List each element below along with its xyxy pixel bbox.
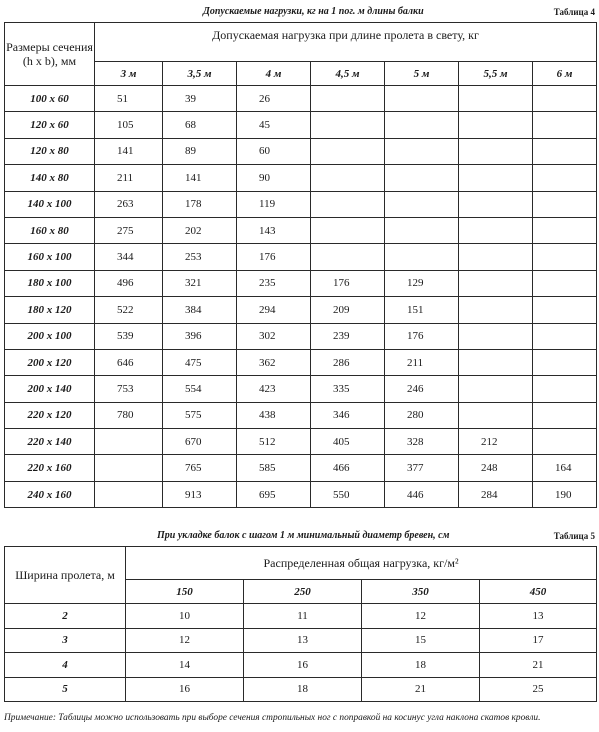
- load-value-cell: [533, 138, 597, 164]
- diameter-value-cell: 13: [244, 628, 362, 653]
- load-value-cell: 211: [385, 349, 459, 375]
- load-value-cell: 68: [163, 112, 237, 138]
- load-value-cell: [385, 112, 459, 138]
- table-row: [5, 677, 597, 702]
- load-value-cell: 211: [95, 165, 163, 191]
- load-value-cell: 753: [95, 376, 163, 402]
- diameter-value-cell: 16: [126, 677, 244, 702]
- load-value-cell: 695: [237, 481, 311, 507]
- load-value-cell: 105: [95, 112, 163, 138]
- diameter-value-cell: 10: [126, 604, 244, 629]
- load-value-cell: 51: [95, 86, 163, 112]
- table-row: [5, 481, 597, 507]
- span-header-cell: 5 м: [385, 62, 459, 86]
- load-value-cell: 248: [459, 455, 533, 481]
- span-header-cell: 4,5 м: [311, 62, 385, 86]
- table5: [4, 546, 597, 702]
- section-size-cell: 220 x 120: [5, 402, 95, 428]
- load-value-cell: 90: [237, 165, 311, 191]
- load-value-cell: [95, 455, 163, 481]
- load-value-cell: 275: [95, 217, 163, 243]
- load-value-cell: 585: [237, 455, 311, 481]
- section-size-cell: 120 x 80: [5, 138, 95, 164]
- load-value-cell: 253: [163, 244, 237, 270]
- load-value-cell: [311, 217, 385, 243]
- load-value-cell: [311, 138, 385, 164]
- table-row: [5, 376, 597, 402]
- load-value-cell: [459, 86, 533, 112]
- load-value-cell: 438: [237, 402, 311, 428]
- load-value-cell: 765: [163, 455, 237, 481]
- load-value-cell: 239: [311, 323, 385, 349]
- load-value-cell: 119: [237, 191, 311, 217]
- section-size-cell: 220 x 140: [5, 429, 95, 455]
- load-value-cell: 328: [385, 429, 459, 455]
- diameter-value-cell: 15: [362, 628, 480, 653]
- load-value-cell: [533, 297, 597, 323]
- section-size-cell: 140 x 100: [5, 191, 95, 217]
- span-width-cell: 2: [5, 604, 126, 629]
- table-row: [5, 323, 597, 349]
- load-value-cell: 286: [311, 349, 385, 375]
- load-value-cell: [533, 244, 597, 270]
- load-value-cell: 60: [237, 138, 311, 164]
- load-value-cell: [533, 86, 597, 112]
- span-width-cell: 5: [5, 677, 126, 702]
- table-row: [5, 217, 597, 243]
- load-value-cell: 913: [163, 481, 237, 507]
- table4: [4, 22, 597, 508]
- section-size-cell: 100 x 60: [5, 86, 95, 112]
- load-value-cell: 446: [385, 481, 459, 507]
- load-value-cell: [533, 191, 597, 217]
- table-row: [5, 653, 597, 678]
- load-value-cell: 575: [163, 402, 237, 428]
- section-size-cell: 220 x 160: [5, 455, 95, 481]
- span-header-cell: 5,5 м: [459, 62, 533, 86]
- load-value-cell: 321: [163, 270, 237, 296]
- load-value-cell: 235: [237, 270, 311, 296]
- section-size-cell: 200 x 140: [5, 376, 95, 402]
- load-value-cell: 176: [385, 323, 459, 349]
- load-value-cell: 164: [533, 455, 597, 481]
- table4-caption: [0, 3, 599, 21]
- diameter-value-cell: 11: [244, 604, 362, 629]
- load-value-cell: 280: [385, 402, 459, 428]
- diameter-value-cell: 12: [362, 604, 480, 629]
- load-value-cell: 209: [311, 297, 385, 323]
- span-header-cell: 3,5 м: [163, 62, 237, 86]
- table-row: [5, 604, 597, 629]
- table4-span-header: Допускаемая нагрузка при длине пролета в свету, кг: [95, 23, 597, 62]
- load-value-cell: [459, 297, 533, 323]
- load-value-cell: [533, 429, 597, 455]
- diameter-value-cell: 25: [480, 677, 597, 702]
- load-value-cell: 466: [311, 455, 385, 481]
- section-size-cell: 240 x 160: [5, 481, 95, 507]
- load-value-cell: [385, 86, 459, 112]
- load-value-cell: 554: [163, 376, 237, 402]
- load-value-cell: 346: [311, 402, 385, 428]
- load-value-cell: [459, 270, 533, 296]
- load-value-cell: 190: [533, 481, 597, 507]
- load-value-cell: [533, 112, 597, 138]
- table-row: [5, 628, 597, 653]
- load-value-cell: 335: [311, 376, 385, 402]
- diameter-value-cell: 21: [362, 677, 480, 702]
- load-value-cell: [95, 429, 163, 455]
- load-value-cell: 176: [311, 270, 385, 296]
- load-value-cell: 780: [95, 402, 163, 428]
- load-value-cell: 539: [95, 323, 163, 349]
- table5-caption: [0, 527, 599, 545]
- load-value-cell: 405: [311, 429, 385, 455]
- table5-label: Таблица 5: [553, 531, 595, 541]
- load-value-cell: 141: [95, 138, 163, 164]
- table-row: [5, 112, 597, 138]
- load-value-cell: [533, 349, 597, 375]
- load-value-cell: 423: [237, 376, 311, 402]
- load-value-cell: 89: [163, 138, 237, 164]
- load-value-cell: 141: [163, 165, 237, 191]
- load-value-cell: 178: [163, 191, 237, 217]
- load-value-cell: [311, 86, 385, 112]
- table-row: [5, 349, 597, 375]
- table-row: [5, 86, 597, 112]
- table-row: [5, 165, 597, 191]
- load-value-cell: [459, 376, 533, 402]
- load-value-cell: [533, 376, 597, 402]
- section-size-cell: 200 x 120: [5, 349, 95, 375]
- section-size-cell: 180 x 100: [5, 270, 95, 296]
- table-row: [5, 429, 597, 455]
- section-size-cell: 200 x 100: [5, 323, 95, 349]
- load-value-cell: [533, 270, 597, 296]
- load-value-cell: 384: [163, 297, 237, 323]
- load-value-cell: 212: [459, 429, 533, 455]
- table5-title: При укладке балок с шагом 1 м минимальный диаметр бревен, см: [157, 530, 450, 541]
- load-header-cell: 250: [244, 580, 362, 604]
- load-value-cell: [459, 323, 533, 349]
- load-header-cell: 150: [126, 580, 244, 604]
- load-value-cell: [533, 165, 597, 191]
- table-row: [5, 402, 597, 428]
- diameter-value-cell: 14: [126, 653, 244, 678]
- load-value-cell: [385, 138, 459, 164]
- load-value-cell: 522: [95, 297, 163, 323]
- load-value-cell: 202: [163, 217, 237, 243]
- load-value-cell: [385, 191, 459, 217]
- load-value-cell: [311, 112, 385, 138]
- diameter-value-cell: 18: [244, 677, 362, 702]
- load-value-cell: [95, 481, 163, 507]
- table4-label: Таблица 4: [553, 7, 595, 17]
- section-size-cell: 140 x 80: [5, 165, 95, 191]
- span-width-cell: 4: [5, 653, 126, 678]
- diameter-value-cell: 16: [244, 653, 362, 678]
- table-row: [5, 455, 597, 481]
- load-value-cell: 550: [311, 481, 385, 507]
- load-header-cell: 350: [362, 580, 480, 604]
- load-value-cell: 151: [385, 297, 459, 323]
- load-value-cell: 294: [237, 297, 311, 323]
- load-value-cell: 646: [95, 349, 163, 375]
- load-value-cell: [533, 402, 597, 428]
- load-value-cell: 143: [237, 217, 311, 243]
- table4-body: [5, 86, 597, 508]
- load-value-cell: 45: [237, 112, 311, 138]
- section-size-cell: 160 x 100: [5, 244, 95, 270]
- load-value-cell: [459, 165, 533, 191]
- load-value-cell: [459, 349, 533, 375]
- load-value-cell: [385, 244, 459, 270]
- load-value-cell: [311, 165, 385, 191]
- load-value-cell: 263: [95, 191, 163, 217]
- load-value-cell: 26: [237, 86, 311, 112]
- diameter-value-cell: 17: [480, 628, 597, 653]
- load-value-cell: 362: [237, 349, 311, 375]
- load-value-cell: [533, 217, 597, 243]
- table5-width-header: Ширина пролета, м: [5, 547, 126, 604]
- load-value-cell: 512: [237, 429, 311, 455]
- table4-title: Допускаемые нагрузки, кг на 1 пог. м длины балки: [203, 6, 424, 17]
- section-size-cell: 120 x 60: [5, 112, 95, 138]
- load-value-cell: [385, 165, 459, 191]
- span-header-cell: 3 м: [95, 62, 163, 86]
- load-value-cell: 39: [163, 86, 237, 112]
- diameter-value-cell: 12: [126, 628, 244, 653]
- load-value-cell: 377: [385, 455, 459, 481]
- load-value-cell: 496: [95, 270, 163, 296]
- span-header-cell: 6 м: [533, 62, 597, 86]
- load-header-cell: 450: [480, 580, 597, 604]
- table-row: [5, 297, 597, 323]
- load-value-cell: [459, 112, 533, 138]
- load-value-cell: 284: [459, 481, 533, 507]
- table-row: [5, 270, 597, 296]
- diameter-value-cell: 21: [480, 653, 597, 678]
- diameter-value-cell: 13: [480, 604, 597, 629]
- load-value-cell: [311, 244, 385, 270]
- footnote: Примечание: Таблицы можно использовать при выборе сечения стропильных ног с поправкой на косинус угла наклона скатов кровли.: [4, 713, 541, 723]
- span-width-cell: 3: [5, 628, 126, 653]
- load-value-cell: [459, 402, 533, 428]
- span-header-cell: 4 м: [237, 62, 311, 86]
- load-value-cell: 176: [237, 244, 311, 270]
- load-value-cell: 246: [385, 376, 459, 402]
- table5-load-header: Распределенная общая нагрузка, кг/м²: [126, 547, 597, 580]
- table5-body: [5, 604, 597, 702]
- load-value-cell: 396: [163, 323, 237, 349]
- table4-size-header: Размеры сечения (h x b), мм: [5, 23, 95, 86]
- section-size-cell: 160 x 80: [5, 217, 95, 243]
- section-size-cell: 180 x 120: [5, 297, 95, 323]
- load-value-cell: [459, 217, 533, 243]
- load-value-cell: [311, 191, 385, 217]
- load-value-cell: 302: [237, 323, 311, 349]
- load-value-cell: [533, 323, 597, 349]
- table-row: [5, 244, 597, 270]
- table-row: [5, 191, 597, 217]
- load-value-cell: 344: [95, 244, 163, 270]
- diameter-value-cell: 18: [362, 653, 480, 678]
- load-value-cell: 670: [163, 429, 237, 455]
- load-value-cell: 129: [385, 270, 459, 296]
- table-row: [5, 138, 597, 164]
- load-value-cell: [459, 244, 533, 270]
- load-value-cell: [459, 138, 533, 164]
- load-value-cell: [385, 217, 459, 243]
- load-value-cell: [459, 191, 533, 217]
- load-value-cell: 475: [163, 349, 237, 375]
